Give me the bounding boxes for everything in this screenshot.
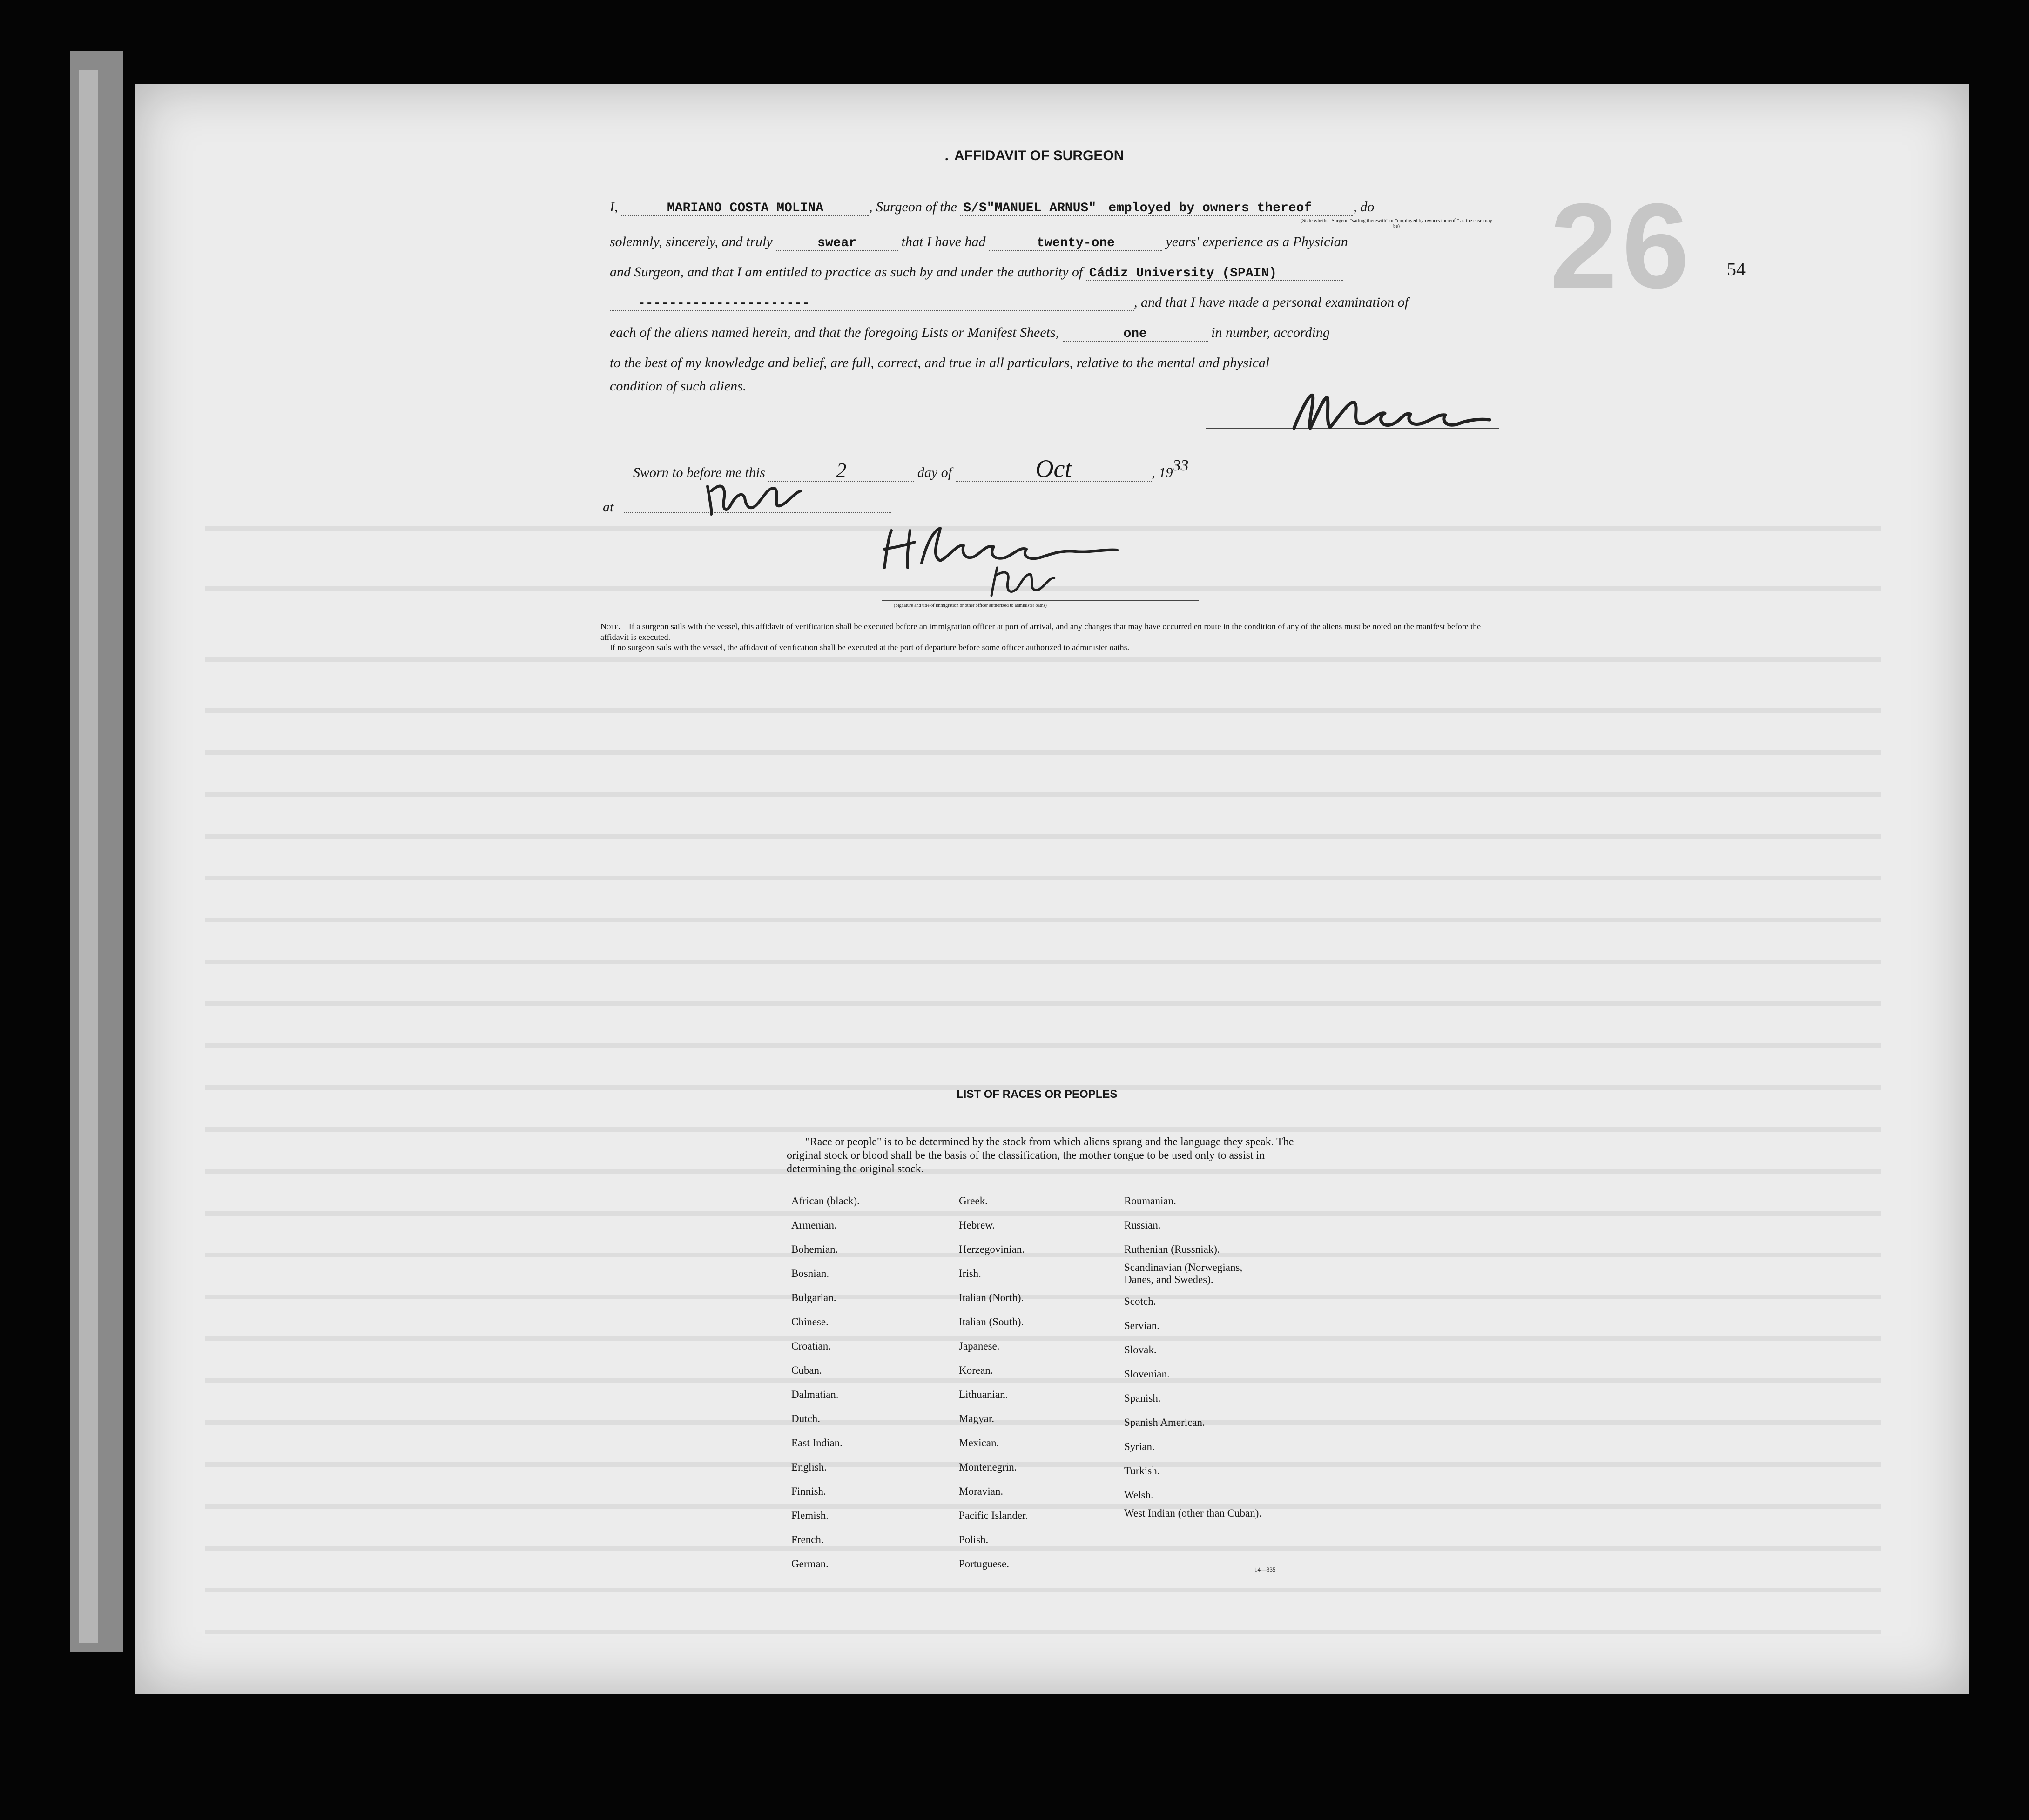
race-item: Slovak. — [1124, 1344, 1157, 1356]
line2-a: solemnly, sincerely, and truly — [610, 234, 773, 249]
race-item: Ruthenian (Russniak). — [1124, 1243, 1220, 1255]
affidavit-line-1 — [610, 200, 1374, 216]
race-item: Scotch. — [1124, 1296, 1156, 1307]
race-item: Armenian. — [791, 1219, 837, 1231]
race-item: Portuguese. — [959, 1558, 1009, 1570]
employment-state-note: (State whether Surgeon "sailing therewith" or "employed by owners thereof," as the case may be) — [1301, 218, 1492, 229]
form-code: 14—335 — [1254, 1566, 1276, 1573]
bleed-through-row — [205, 1336, 1881, 1341]
title-lead-dot: . — [945, 148, 949, 163]
race-item: Russian. — [1124, 1219, 1161, 1231]
at-line — [603, 500, 613, 514]
bleed-through-row — [205, 1295, 1881, 1299]
bleed-through-row — [205, 960, 1881, 964]
race-item: Italian (South). — [959, 1316, 1024, 1328]
bleed-through-row — [205, 657, 1881, 662]
employment-field: employed by owners thereof — [1106, 202, 1353, 216]
race-item: Servian. — [1124, 1320, 1160, 1331]
race-item: Greek. — [959, 1195, 988, 1207]
race-item: Welsh. — [1124, 1489, 1153, 1501]
race-item: Bulgarian. — [791, 1292, 836, 1303]
line5-b: in number, according — [1211, 325, 1330, 340]
races-intro: "Race or people" is to be determined by the stock from which aliens sprang and the language they speak. The original stock or blood shall be the basis of the classification, the mother tongue to be used only to assist in determining the original stock. — [787, 1136, 1294, 1175]
race-item: Bosnian. — [791, 1268, 829, 1279]
bleed-through-row — [205, 1504, 1881, 1509]
note-text-2: If no surgeon sails with the vessel, the affidavit of verification shall be executed at the port of departure before some officer authorized to administer oaths. — [610, 643, 1130, 652]
race-item: African (black). — [791, 1195, 860, 1207]
note-lead: Note. — [600, 622, 620, 631]
bleed-through-row — [205, 708, 1881, 713]
surgeon-name-field: MARIANO COSTA MOLINA — [621, 202, 869, 216]
race-item: Irish. — [959, 1268, 981, 1279]
bleed-through-row — [205, 1588, 1881, 1592]
affidavit-line-2 — [610, 235, 1348, 251]
sheets-field: one — [1063, 328, 1208, 342]
line4-b: , and that I have made a personal examination of — [1134, 295, 1409, 310]
race-item: French. — [791, 1534, 824, 1545]
do-label: , do — [1353, 199, 1375, 215]
race-item: Scandinavian (Norwegians, Danes, and Swedes). — [1124, 1262, 1243, 1285]
surgeon-of-label: , Surgeon of the — [869, 199, 957, 215]
bleed-through-row — [205, 1043, 1881, 1048]
years-field: twenty-one — [989, 237, 1162, 251]
oath-field: swear — [776, 237, 898, 251]
race-item: East Indian. — [791, 1437, 843, 1449]
races-title: LIST OF RACES OR PEOPLES — [957, 1088, 1118, 1101]
bleed-through-row — [205, 1001, 1881, 1006]
race-item: Dalmatian. — [791, 1389, 839, 1400]
race-item: Roumanian. — [1124, 1195, 1176, 1207]
sworn-month-field: Oct — [956, 456, 1152, 482]
authority-continuation-field: ---------------------- — [610, 297, 1134, 311]
race-item: Herzegovinian. — [959, 1243, 1025, 1255]
race-item: Lithuanian. — [959, 1389, 1008, 1400]
bleed-through-row — [205, 834, 1881, 839]
sworn-day-field: 2 — [768, 460, 914, 482]
bleed-through-row — [205, 1630, 1881, 1634]
bleed-through-row — [205, 750, 1881, 755]
at-place-handwriting — [698, 472, 819, 519]
affidavit-line-4 — [610, 295, 1409, 311]
race-item: Croatian. — [791, 1340, 831, 1352]
race-item: German. — [791, 1558, 829, 1570]
race-item: Spanish American. — [1124, 1417, 1205, 1428]
day-of-label: day of — [917, 465, 952, 480]
officer-signature — [870, 517, 1131, 600]
affidavit-note — [600, 621, 1499, 653]
bleed-through-row — [205, 1253, 1881, 1257]
race-item: Turkish. — [1124, 1465, 1160, 1477]
race-item: Japanese. — [959, 1340, 1000, 1352]
race-item: Mexican. — [959, 1437, 999, 1449]
line2-b: that I have had — [901, 234, 986, 249]
line3-a: and Surgeon, and that I am entitled to practice as such by and under the authority of — [610, 264, 1083, 280]
film-edge-strip-inner — [79, 70, 98, 1643]
surgeon-signature — [1285, 386, 1499, 437]
race-item: Italian (North). — [959, 1292, 1024, 1303]
races-column-2 — [959, 1189, 1028, 1576]
officer-caption: (Signature and title of immigration or other officer authorized to administer oaths) — [894, 603, 1047, 608]
line2-c: years' experience as a Physician — [1166, 234, 1348, 249]
affidavit-line-3 — [610, 265, 1343, 281]
bleed-through-row — [205, 1127, 1881, 1132]
race-item: Bohemian. — [791, 1243, 838, 1255]
year-suffix: 33 — [1173, 457, 1189, 474]
page-number: 54 — [1727, 259, 1746, 280]
race-item: Magyar. — [959, 1413, 995, 1424]
race-item: Dutch. — [791, 1413, 820, 1424]
race-item: Montenegrin. — [959, 1461, 1017, 1473]
bleed-through-row — [205, 876, 1881, 880]
sworn-label: Sworn to before me this — [633, 465, 765, 480]
race-item: Finnish. — [791, 1485, 826, 1497]
bleed-through-row — [205, 1211, 1881, 1216]
race-item: English. — [791, 1461, 827, 1473]
note-text-1: —If a surgeon sails with the vessel, this affidavit of verification shall be executed before an immigration officer at port of arrival, and any changes that may have occurred en route in the condition of any of the aliens must be noted on the manifest before the affidavit is executed. — [600, 622, 1481, 642]
race-item: Cuban. — [791, 1364, 822, 1376]
race-item: Flemish. — [791, 1510, 829, 1521]
race-item: Spanish. — [1124, 1392, 1161, 1404]
race-item: Korean. — [959, 1364, 993, 1376]
affidavit-line-6: to the best of my knowledge and belief, are full, correct, and true in all particulars, relative to the mental and physical — [610, 355, 1270, 370]
bleed-through-row — [205, 792, 1881, 797]
bleed-through-row — [205, 1546, 1881, 1551]
affidavit-line-5 — [610, 326, 1330, 342]
race-item: Slovenian. — [1124, 1368, 1170, 1380]
races-column-1 — [791, 1189, 860, 1576]
officer-signature-line — [882, 600, 1199, 601]
line5-a: each of the aliens named herein, and that the foregoing Lists or Manifest Sheets, — [610, 325, 1059, 340]
bleed-through-ghost: 26 — [1550, 179, 1694, 298]
race-item: Pacific Islander. — [959, 1510, 1028, 1521]
at-label: at — [603, 499, 614, 515]
races-column-3 — [1124, 1189, 1264, 1519]
race-item: Moravian. — [959, 1485, 1004, 1497]
race-item: Syrian. — [1124, 1441, 1155, 1452]
affidavit-line-7: condition of such aliens. — [610, 378, 747, 394]
race-item: Hebrew. — [959, 1219, 995, 1231]
bleed-through-row — [205, 918, 1881, 922]
affidavit-title: AFFIDAVIT OF SURGEON — [954, 148, 1124, 163]
race-item: West Indian (other than Cuban). — [1124, 1507, 1262, 1519]
vessel-field: S/S"MANUEL ARNUS" — [960, 202, 1106, 216]
race-item: Chinese. — [791, 1316, 829, 1328]
year-prefix: , 19 — [1152, 465, 1173, 480]
race-item: Polish. — [959, 1534, 989, 1545]
authority-field: Cádiz University (SPAIN) — [1086, 267, 1343, 281]
bleed-through-row — [205, 1378, 1881, 1383]
i-label: I, — [610, 199, 618, 215]
bleed-through-row — [205, 1462, 1881, 1467]
bleed-through-row — [205, 1420, 1881, 1425]
